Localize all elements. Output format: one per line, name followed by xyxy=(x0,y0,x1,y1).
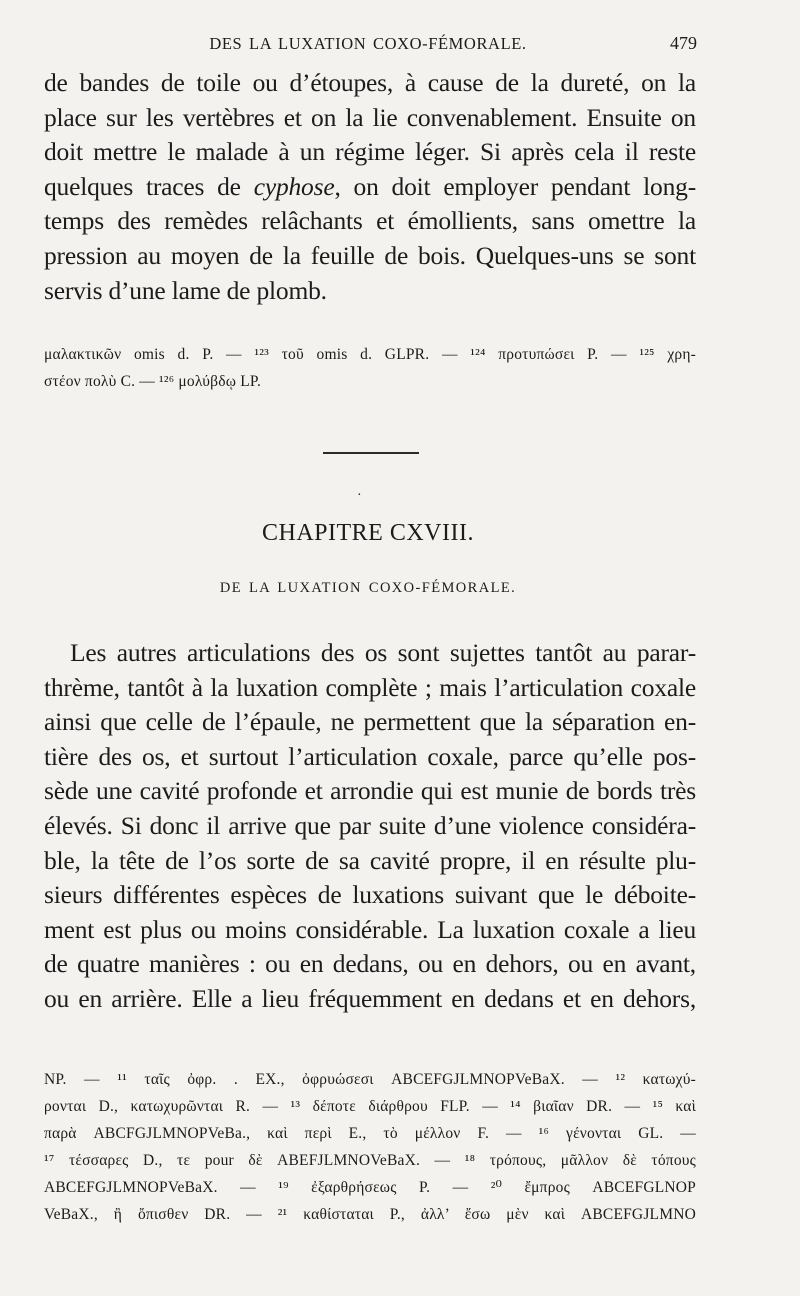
text-line: thrème, tantôt à la luxation complète ; mais l’articulation coxale xyxy=(44,672,696,702)
note-line: μαλακτικῶν omis d. P. — ¹²³ τοῦ omis d. GLPR. — ¹²⁴ προτυπώσει P. — ¹²⁵ χρη- xyxy=(44,346,696,363)
text-fragment: , on doit employer pendant long- xyxy=(334,171,696,201)
footnotes-bottom xyxy=(44,1066,696,1228)
text-line: sède une cavité profonde et arrondie qui est munie de bords très xyxy=(44,776,696,806)
ornament-dot: · xyxy=(357,488,362,503)
paragraph-continuation xyxy=(44,66,696,308)
chapter-subtitle: DE LA LUXATION COXO-FÉMORALE. xyxy=(219,580,517,596)
page-number: 479 xyxy=(670,33,697,53)
text-line: ment est plus ou moins considérable. La luxation coxale a lieu xyxy=(44,914,696,944)
text-line: temps des remèdes relâchants et émollients, sans omettre la xyxy=(44,206,696,236)
text-line: de quatre manières : ou en dedans, ou en dehors, ou en avant, xyxy=(44,949,696,979)
text-line xyxy=(44,170,696,205)
note-line: VeBaX., ἢ ὄπισθεν DR. — ²¹ καθίσταται P., ἀλλ’ ἔσω μὲν καὶ ABCEFGJLMNO xyxy=(44,1206,696,1223)
text-line: servis d’une lame de plomb. xyxy=(44,275,327,305)
note-line: ABCEFGJLMNOPVeBaX. — ¹⁹ ἐξαρθρήσεως P. — ²⁰ ἔμπρος ABCEFGLNOP xyxy=(44,1179,696,1196)
text-line: ble, la tête de l’os sorte de sa cavité propre, il en résulte plu- xyxy=(44,845,696,875)
chapter-title: CHAPITRE CXVIII. xyxy=(262,520,474,546)
text-line: Les autres articulations des os sont sujettes tantôt au parar- xyxy=(70,638,696,667)
note-line: στέον πολὺ C. — ¹²⁶ μολύβδῳ LP. xyxy=(44,373,262,390)
text-line: de bandes de toile ou d’étoupes, à cause de la dureté, on la xyxy=(44,68,696,97)
italic-term: cyphose xyxy=(253,171,335,201)
note-line: NP. — ¹¹ ταῖς ὀφρ. . EX., ὀφρυώσεσι ABCEFGJLMNOPVeBaX. — ¹² κατωχύ- xyxy=(44,1071,696,1088)
note-line: ¹⁷ τέσσαρες D., τε pour δὲ ABEFJLMNOVeBaX. — ¹⁸ τρόπους, μᾶλλον δὲ τόπους xyxy=(44,1152,696,1169)
note-line: παρὰ ABCFGJLMNOPVeBa., καὶ περὶ E., τὸ μέλλον F. — ¹⁶ γένονται GL. — xyxy=(44,1125,696,1142)
chapter-paragraph xyxy=(44,636,696,1017)
text-line: place sur les vertèbres et on la lie convenablement. Ensuite on xyxy=(44,102,696,132)
footnotes-top xyxy=(44,341,696,395)
running-head: DES LA LUXATION COXO-FÉMORALE. xyxy=(209,34,527,53)
text-line: doit mettre le malade à un régime léger. Si après cela il reste xyxy=(44,137,696,167)
text-line: élevés. Si donc il arrive que par suite d’une violence considéra- xyxy=(44,810,696,840)
text-line: sieurs différentes espèces de luxations suivant que le déboite- xyxy=(44,880,696,910)
text-line: tière des os, et surtout l’articulation coxale, parce qu’elle pos- xyxy=(44,741,696,771)
text-line: pression au moyen de la feuille de bois. Quelques-uns se sont xyxy=(44,240,696,270)
text-line: ainsi que celle de l’épaule, ne permettent que la séparation en- xyxy=(44,707,696,737)
text-line: ou en arrière. Elle a lieu fréquemment en dedans et en dehors, xyxy=(44,983,696,1013)
text-fragment: quelques traces de xyxy=(44,171,254,201)
section-divider xyxy=(323,452,419,454)
note-line: ρονται D., κατωχυρῶνται R. — ¹³ δέποτε διάρθρου FLP. — ¹⁴ βιαῖαν DR. — ¹⁵ καὶ xyxy=(44,1098,696,1115)
